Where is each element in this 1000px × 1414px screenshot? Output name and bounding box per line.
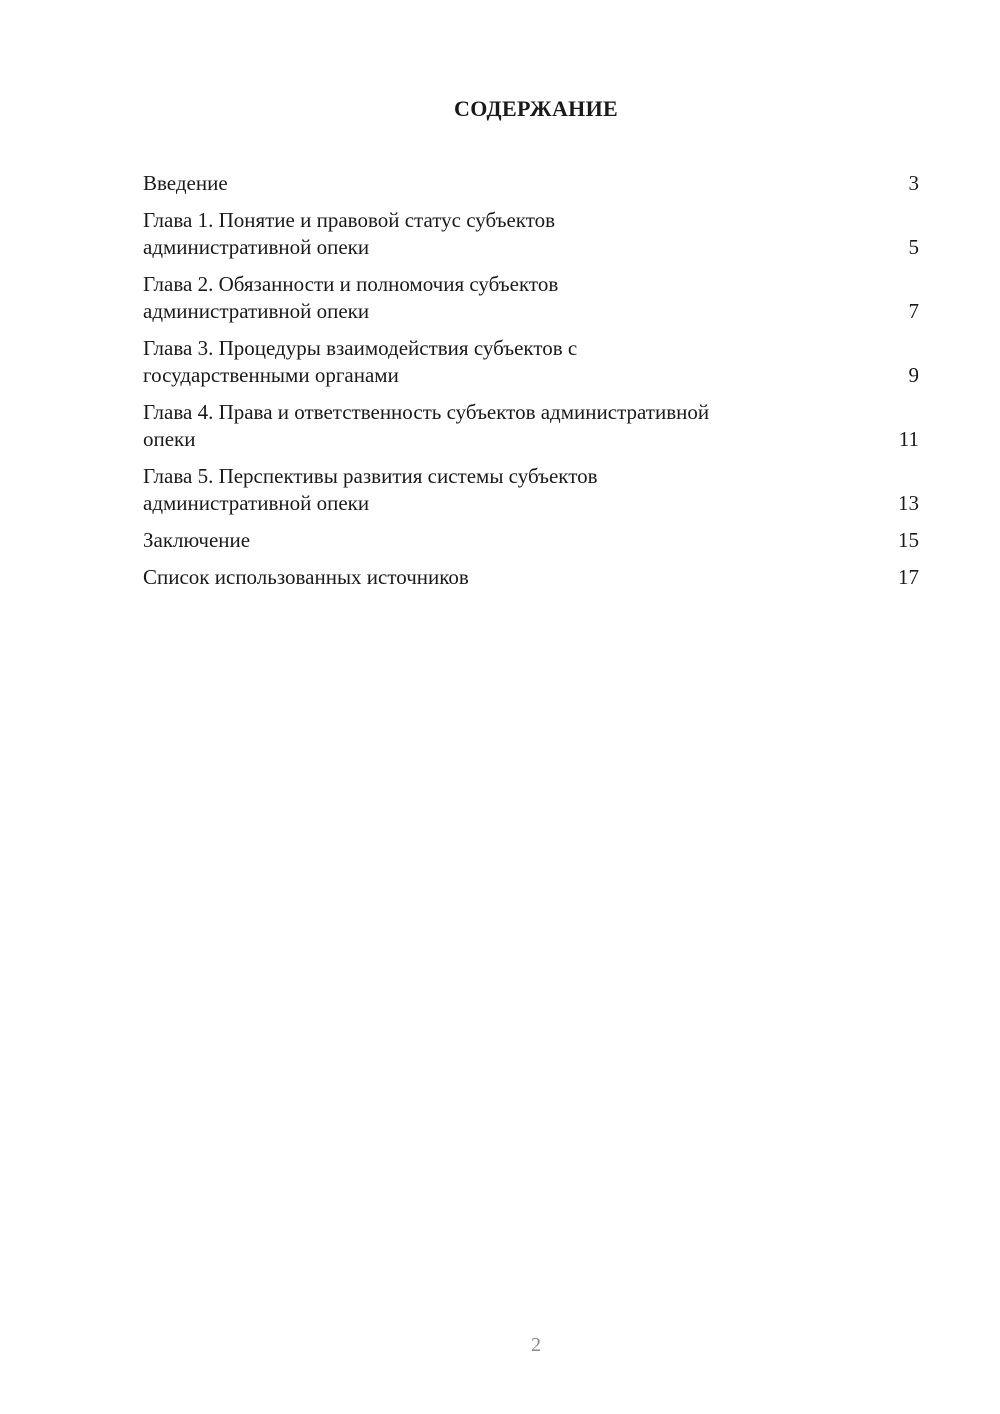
toc-entry-references [143,564,919,591]
toc-entry-chapter-2 [143,271,919,325]
toc-entry-title [143,564,469,591]
toc-entry-page-number: 3 [908,171,919,195]
toc-entry-page-number: 13 [898,491,919,515]
toc-entry-line: Глава 3. Процедуры взаимодействия субъектов с [143,336,578,360]
toc-entry-title [143,527,250,554]
toc-entry-line: Глава 4. Права и ответственность субъектов административной [143,400,710,424]
toc-entry-line: административной опеки [143,299,370,323]
toc-entry-line: Список использованных источников [143,565,469,589]
toc-entry-page-number: 5 [908,235,919,259]
toc-entry-line: Глава 2. Обязанности и полномочия субъектов [143,272,559,296]
toc-entry-line: опеки [143,427,196,451]
toc-entry-line: Заключение [143,528,251,552]
toc-entry-title [143,207,555,261]
toc-entry-page-number: 17 [898,565,919,589]
toc-entry-page-number: 9 [908,363,919,387]
toc-entry-line: административной опеки [143,235,370,259]
toc-entry-page-number: 11 [898,427,919,451]
table-of-contents [143,170,919,601]
toc-entry-conclusion [143,527,919,554]
toc-entry-page-number: 7 [908,299,919,323]
page-number: 2 [531,1334,541,1356]
page-title: СОДЕРЖАНИЕ [454,96,618,121]
toc-entry-chapter-5 [143,463,919,517]
toc-entry-title [143,271,558,325]
toc-entry-chapter-4 [143,399,919,453]
toc-entry-title [143,463,598,517]
toc-entry-page-number: 15 [898,528,919,552]
toc-entry-chapter-1 [143,207,919,261]
toc-entry-line: Глава 5. Перспективы развития системы субъектов [143,464,598,488]
toc-entry-line: Глава 1. Понятие и правовой статус субъектов [143,208,556,232]
toc-entry-line: Введение [143,171,228,195]
toc-entry-title [143,170,228,197]
toc-entry-introduction [143,170,919,197]
toc-entry-line: государственными органами [143,363,399,387]
toc-entry-chapter-3 [143,335,919,389]
toc-entry-title [143,399,709,453]
toc-entry-line: административной опеки [143,491,370,515]
toc-entry-title [143,335,577,389]
